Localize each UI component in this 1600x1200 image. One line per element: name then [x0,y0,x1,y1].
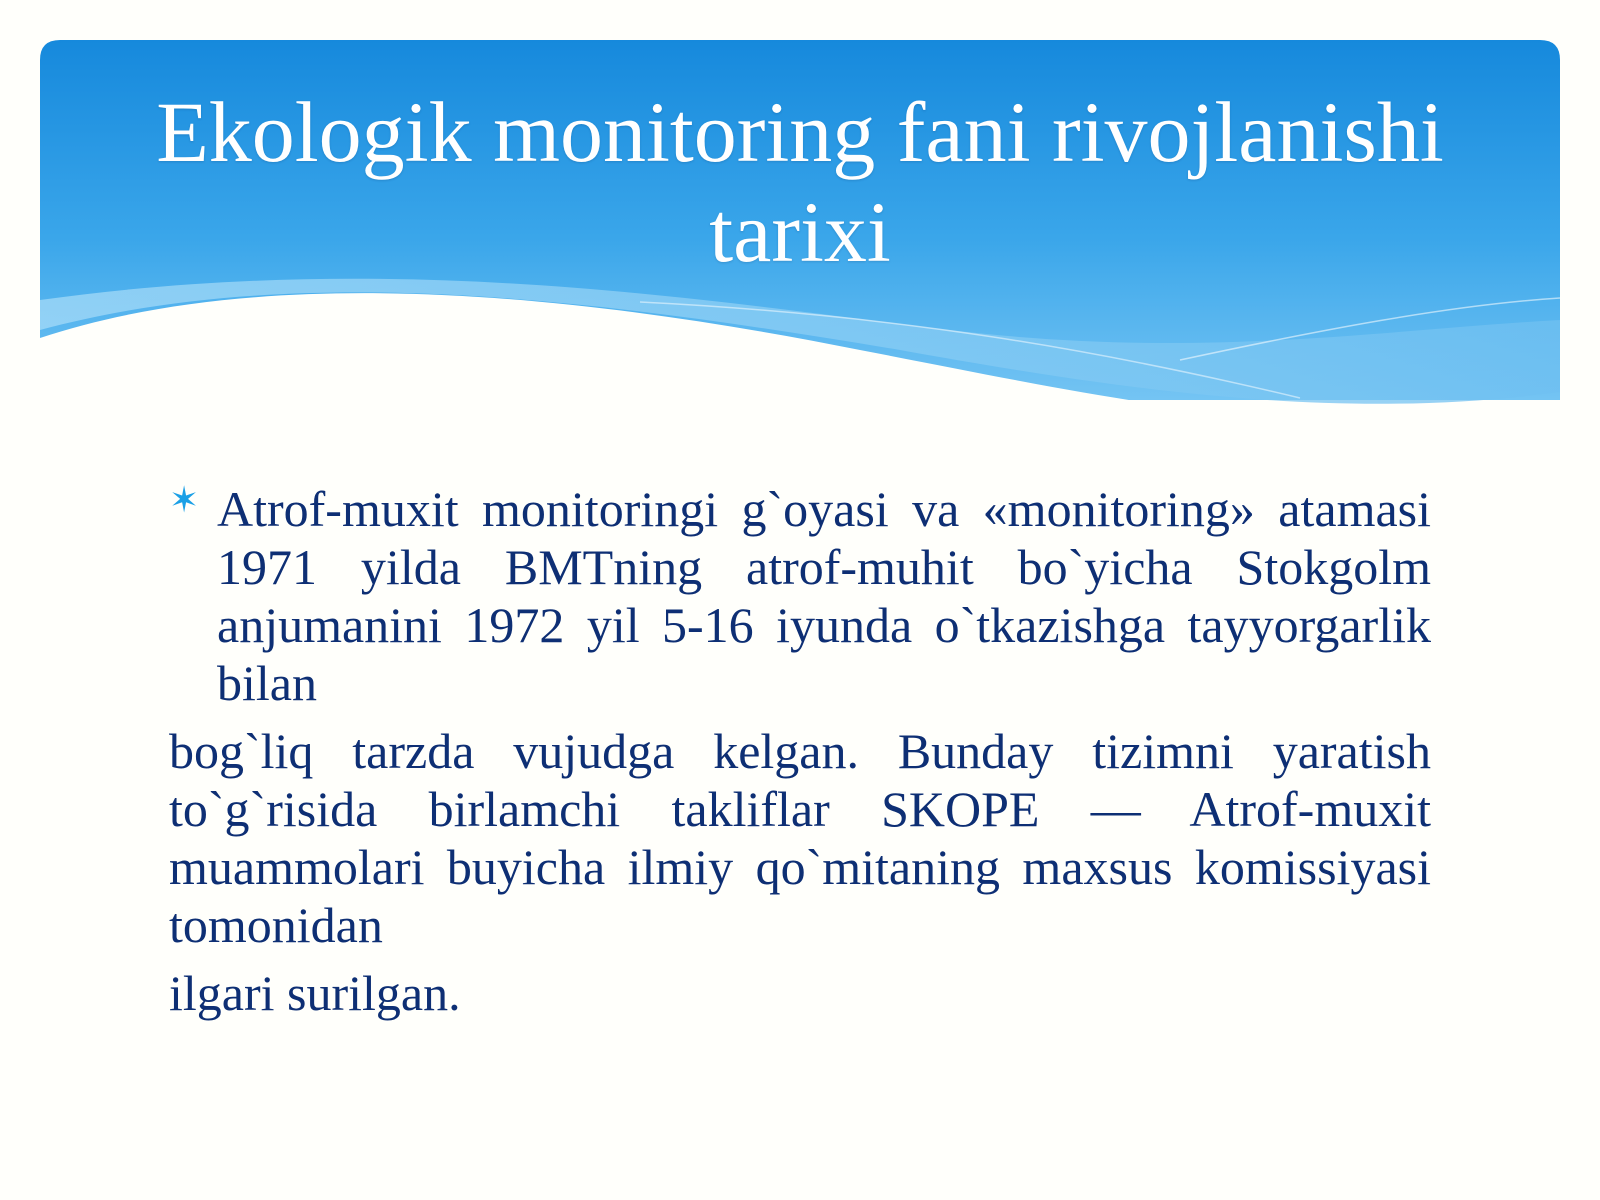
body-paragraph: bog`liq tarzda vujudga kelgan. Bunday tizimni yaratish to`g`risida birlamchi takliflar SKOPE — Atrof-muxit muammolari buyicha ilmiy qo`mitaning maxsus komissiyasi tomonidan [169,723,1431,953]
body-paragraph-closing: ilgari surilgan. [169,965,461,1021]
slide-title: Ekologik monitoring fani rivojlanishi tarixi [156,84,1444,280]
asterisk-bullet-icon: ✶ [169,480,200,520]
bullet-text: Atrof-muxit monitoringi g`oyasi va «monitoring» atamasi 1971 yilda BMTning atrof-muhit bo`yicha Stokgolm anjumanini 1972 yil 5-16 iyunda o`tkazishga tayyorgarlik bilan [217,481,1431,711]
bullet-paragraph [169,480,1431,712]
slide-body [169,480,1431,1032]
